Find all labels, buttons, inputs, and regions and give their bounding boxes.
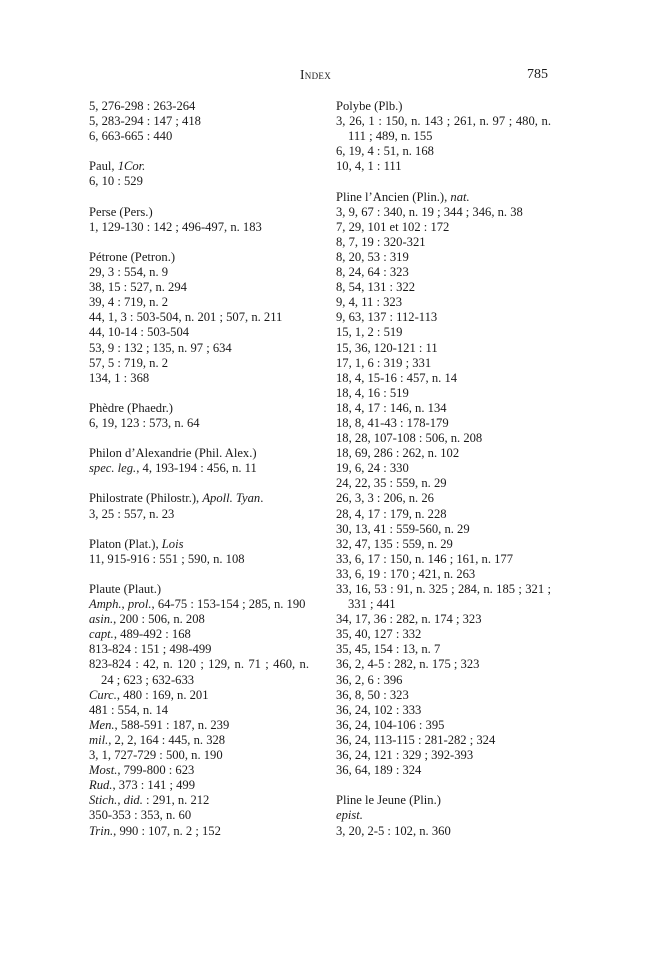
- index-entry: [336, 325, 551, 340]
- index-entry-italic-text: Lois: [161, 536, 184, 551]
- entry-spacer: [89, 522, 309, 537]
- index-entry-text: 5, 283-294 : 147 ; 418: [89, 114, 201, 129]
- index-entry-text: , 480 : 169, n. 201: [116, 687, 209, 702]
- index-entry-text: 18, 4, 15-16 : 457, n. 14: [336, 370, 458, 385]
- index-entry: [336, 401, 551, 416]
- index-entry: [89, 507, 309, 522]
- index-entry-text: 18, 4, 16 : 519: [336, 385, 409, 400]
- index-entry-text: 35, 45, 154 : 13, n. 7: [336, 642, 441, 657]
- index-entry: [89, 114, 309, 129]
- index-entry-text: 6, 19, 4 : 51, n. 168: [336, 144, 434, 159]
- index-entry-text: 9, 63, 137 : 112-113: [336, 310, 438, 325]
- index-entry: [89, 99, 309, 114]
- index-entry: [336, 567, 551, 582]
- index-entry: [89, 733, 309, 748]
- index-entry-text: 8, 7, 19 : 320-321: [336, 234, 426, 249]
- index-entry: [89, 824, 309, 839]
- index-entry-text: Perse (Pers.): [89, 204, 153, 219]
- index-entry-text: , 489-492 : 168: [113, 627, 191, 642]
- index-entry-italic-text: asin.: [89, 612, 114, 627]
- page-header: [0, 67, 650, 87]
- index-entry-text: , 990 : 107, n. 2 ; 152: [113, 823, 221, 838]
- index-entry: [336, 461, 551, 476]
- index-entry-text: 17, 1, 6 : 319 ; 331: [336, 355, 432, 370]
- index-entry-text: 6, 663-665 : 440: [89, 129, 173, 144]
- entry-spacer: [89, 386, 309, 401]
- index-entry-italic-text: epist.: [336, 808, 363, 823]
- index-entry-italic-text: Stich.: [89, 793, 118, 808]
- index-entry-text: Plaute (Plaut.): [89, 582, 162, 596]
- index-entry: [89, 763, 309, 778]
- index-entry: [89, 597, 309, 612]
- index-entry-text: 18, 28, 107-108 : 506, n. 208: [336, 431, 483, 446]
- index-entry: [336, 99, 551, 114]
- index-entry: [89, 582, 309, 597]
- index-entry-text: 134, 1 : 368: [89, 370, 150, 385]
- index-entry-text: 34, 17, 36 : 282, n. 174 ; 323: [336, 612, 482, 627]
- index-entry: [336, 808, 551, 823]
- index-entry-text: 6, 19, 123 : 573, n. 64: [89, 415, 200, 430]
- index-entry-text: 33, 6, 19 : 170 ; 421, n. 263: [336, 566, 476, 581]
- index-entry: [89, 159, 309, 174]
- index-entry: [336, 416, 551, 431]
- index-entry-text: , 799-800 : 623: [117, 763, 195, 778]
- index-entry-text: 11, 915-916 : 551 ; 590, n. 108: [89, 551, 245, 566]
- index-entry-text: 26, 3, 3 : 206, n. 26: [336, 491, 434, 506]
- index-entry-text: Pétrone (Petron.): [89, 249, 176, 264]
- index-entry: [336, 356, 551, 371]
- entry-spacer: [89, 567, 309, 582]
- index-entry-text: 8, 54, 131 : 322: [336, 280, 416, 295]
- index-entry: [336, 763, 551, 778]
- index-entry-text: 3, 25 : 557, n. 23: [89, 506, 175, 521]
- index-entry-text: : 291, n. 212: [142, 793, 210, 808]
- index-entry-italic-text: did.: [123, 793, 143, 808]
- index-entry-text: , 4, 193-194 : 456, n. 11: [136, 461, 257, 476]
- index-entry: [89, 295, 309, 310]
- index-entry: [89, 552, 309, 567]
- index-entry-text: Polybe (Plb.): [336, 99, 403, 113]
- index-entry-text: 36, 24, 121 : 329 ; 392-393: [336, 748, 474, 763]
- index-entry-text: 823-824 : 42, n. 120 ; 129, n. 71 ; 460, n. 24 ; 623 ; 632-633: [89, 657, 309, 687]
- index-column-right: [336, 99, 551, 839]
- index-entry: [336, 673, 551, 688]
- index-entry: [336, 703, 551, 718]
- index-entry-text: 3, 1, 727-729 : 500, n. 190: [89, 748, 223, 763]
- entry-spacer: [89, 235, 309, 250]
- index-entry: [336, 582, 551, 612]
- index-entry-text: 33, 6, 17 : 150, n. 146 ; 161, n. 177: [336, 551, 514, 566]
- index-entry-italic-text: Trin.: [89, 823, 114, 838]
- index-entry: [336, 144, 551, 159]
- index-entry-text: 18, 69, 286 : 262, n. 102: [336, 446, 460, 461]
- index-entry: [336, 250, 551, 265]
- index-entry-text: ,: [117, 793, 124, 808]
- index-entry: [336, 522, 551, 537]
- index-entry: [336, 159, 551, 174]
- index-entry: [89, 642, 309, 657]
- index-entry: [336, 537, 551, 552]
- index-entry: [336, 114, 551, 144]
- index-entry-text: 36, 24, 113-115 : 281-282 ; 324: [336, 732, 496, 747]
- index-entry: [336, 341, 551, 356]
- index-entry: [89, 341, 309, 356]
- entry-spacer: [89, 190, 309, 205]
- index-entry-text: , 2, 2, 164 : 445, n. 328: [108, 732, 226, 747]
- index-entry-text: 33, 16, 53 : 91, n. 325 ; 284, n. 185 ; 321 ; 331 ; 441: [336, 582, 551, 612]
- index-entry-italic-text: spec. leg.: [89, 461, 137, 476]
- index-entry: [89, 280, 309, 295]
- index-entry: [336, 295, 551, 310]
- index-entry: [336, 552, 551, 567]
- index-entry: [336, 733, 551, 748]
- index-entry-text: 18, 4, 17 : 146, n. 134: [336, 400, 447, 415]
- index-entry-text: 15, 1, 2 : 519: [336, 325, 403, 340]
- index-entry-text: 3, 9, 67 : 340, n. 19 ; 344 ; 346, n. 38: [336, 204, 523, 219]
- index-entry: [336, 824, 551, 839]
- index-entry-text: 44, 1, 3 : 503-504, n. 201 ; 507, n. 211: [89, 310, 283, 325]
- index-entry: [336, 446, 551, 461]
- index-entry: [336, 793, 551, 808]
- index-entry-text: 35, 40, 127 : 332: [336, 627, 422, 642]
- index-entry: [89, 325, 309, 340]
- index-entry-text: 24, 22, 35 : 559, n. 29: [336, 476, 447, 491]
- index-entry-text: 36, 24, 104-106 : 395: [336, 717, 445, 732]
- index-entry-text: , 588-591 : 187, n. 239: [114, 717, 230, 732]
- index-entry: [89, 250, 309, 265]
- index-entry-text: 7, 29, 101 et 102 : 172: [336, 219, 450, 234]
- index-entry: [89, 461, 309, 476]
- index-entry-text: 10, 4, 1 : 111: [336, 159, 402, 174]
- index-entry: [336, 310, 551, 325]
- index-entry: [89, 220, 309, 235]
- index-entry-text: Paul,: [89, 159, 118, 174]
- index-entry-text: 53, 9 : 132 ; 135, n. 97 ; 634: [89, 340, 232, 355]
- index-entry: [89, 688, 309, 703]
- page-number: 785: [527, 67, 548, 82]
- index-entry: [89, 446, 309, 461]
- index-entry-text: 8, 24, 64 : 323: [336, 265, 409, 280]
- index-entry-text: 32, 47, 135 : 559, n. 29: [336, 536, 453, 551]
- index-entry-text: 28, 4, 17 : 179, n. 228: [336, 506, 447, 521]
- entry-spacer: [336, 778, 551, 793]
- entry-spacer: [336, 174, 551, 189]
- index-entry: [89, 205, 309, 220]
- index-entry: [89, 401, 309, 416]
- index-entry-text: 6, 10 : 529: [89, 174, 143, 189]
- index-entry-text: 57, 5 : 719, n. 2: [89, 355, 169, 370]
- index-entry: [336, 612, 551, 627]
- index-entry-text: 9, 4, 11 : 323: [336, 295, 403, 310]
- index-entry: [336, 748, 551, 763]
- index-entry: [336, 627, 551, 642]
- index-entry-text: 18, 8, 41-43 : 178-179: [336, 415, 449, 430]
- index-entry: [336, 205, 551, 220]
- entry-spacer: [89, 144, 309, 159]
- index-entry-italic-text: Most.: [89, 763, 118, 778]
- index-entry-text: 8, 20, 53 : 319: [336, 249, 409, 264]
- index-entry-text: 36, 2, 4-5 : 282, n. 175 ; 323: [336, 657, 480, 672]
- index-entry-italic-text: Amph., prol.: [89, 597, 152, 612]
- index-entry-text: 44, 10-14 : 503-504: [89, 325, 190, 340]
- index-entry: [89, 627, 309, 642]
- index-entry-text: 38, 15 : 527, n. 294: [89, 280, 187, 295]
- index-entry-text: Platon (Plat.),: [89, 536, 162, 551]
- index-entry-text: 39, 4 : 719, n. 2: [89, 295, 169, 310]
- index-entry: [336, 491, 551, 506]
- index-entry-text: 36, 24, 102 : 333: [336, 702, 422, 717]
- index-entry: [89, 491, 309, 506]
- running-head-title: Index: [300, 67, 331, 82]
- index-entry-text: 30, 13, 41 : 559-560, n. 29: [336, 521, 470, 536]
- index-entry-text: Philostrate (Philostr.),: [89, 491, 203, 506]
- index-entry-text: , 200 : 506, n. 208: [113, 612, 205, 627]
- index-entry-text: Pline le Jeune (Plin.): [336, 793, 441, 808]
- index-entry-italic-text: 1Cor.: [117, 159, 146, 174]
- index-entry: [89, 371, 309, 386]
- index-entry: [336, 265, 551, 280]
- index-entry-text: 3, 20, 2-5 : 102, n. 360: [336, 823, 451, 838]
- index-entry-text: 1, 129-130 : 142 ; 496-497, n. 183: [89, 219, 262, 234]
- index-entry: [336, 642, 551, 657]
- entry-spacer: [89, 476, 309, 491]
- index-entry-italic-text: Apoll. Tyan: [202, 491, 261, 506]
- index-entry: [89, 356, 309, 371]
- index-entry: [336, 190, 551, 205]
- index-entry: [89, 778, 309, 793]
- index-entry-text: 3, 26, 1 : 150, n. 143 ; 261, n. 97 ; 480, n. 111 ; 489, n. 155: [336, 114, 551, 144]
- index-entry: [89, 265, 309, 280]
- index-entry-text: 36, 2, 6 : 396: [336, 672, 403, 687]
- index-entry-italic-text: Curc.: [89, 687, 117, 702]
- index-entry: [336, 220, 551, 235]
- index-entry: [336, 235, 551, 250]
- index-entry: [89, 748, 309, 763]
- index-entry-text: 5, 276-298 : 263-264: [89, 99, 196, 113]
- index-entry-text: 36, 64, 189 : 324: [336, 763, 422, 778]
- index-entry: [89, 537, 309, 552]
- index-entry-text: 15, 36, 120-121 : 11: [336, 340, 438, 355]
- index-entry-text: 350-353 : 353, n. 60: [89, 808, 192, 823]
- index-entry-text: Pline l’Ancien (Plin.),: [336, 189, 451, 204]
- index-entry-italic-text: Men.: [89, 717, 115, 732]
- index-entry: [336, 507, 551, 522]
- index-entry-italic-text: capt.: [89, 627, 114, 642]
- index-entry-italic-text: mil.: [89, 732, 109, 747]
- index-entry: [89, 718, 309, 733]
- index-entry: [89, 793, 309, 808]
- index-entry: [336, 280, 551, 295]
- index-entry: [336, 688, 551, 703]
- index-entry-text: 19, 6, 24 : 330: [336, 461, 409, 476]
- index-entry-italic-text: nat.: [450, 189, 470, 204]
- index-entry-text: 813-824 : 151 ; 498-499: [89, 642, 212, 657]
- index-entry-text: 36, 8, 50 : 323: [336, 687, 409, 702]
- index-entry: [336, 718, 551, 733]
- index-entry-text: , 373 : 141 ; 499: [112, 778, 195, 793]
- index-entry-text: 481 : 554, n. 14: [89, 702, 169, 717]
- index-entry: [89, 129, 309, 144]
- index-entry-text: Philon d’Alexandrie (Phil. Alex.): [89, 446, 257, 461]
- index-entry-text: 29, 3 : 554, n. 9: [89, 265, 169, 280]
- index-entry: [336, 386, 551, 401]
- index-entry: [89, 612, 309, 627]
- index-entry: [89, 657, 309, 687]
- index-entry-text: , 64-75 : 153-154 ; 285, n. 190: [151, 597, 306, 612]
- index-entry: [89, 703, 309, 718]
- index-entry: [89, 174, 309, 189]
- index-entry: [336, 431, 551, 446]
- index-entry: [336, 657, 551, 672]
- index-entry: [89, 416, 309, 431]
- index-column-left: [89, 99, 309, 839]
- index-entry: [336, 371, 551, 386]
- index-entry-text: Phèdre (Phaedr.): [89, 400, 173, 415]
- index-entry: [336, 476, 551, 491]
- index-entry: [89, 808, 309, 823]
- index-entry-italic-text: Rud.: [89, 778, 113, 793]
- index-entry-text: .: [260, 491, 264, 506]
- index-entry: [89, 310, 309, 325]
- entry-spacer: [89, 431, 309, 446]
